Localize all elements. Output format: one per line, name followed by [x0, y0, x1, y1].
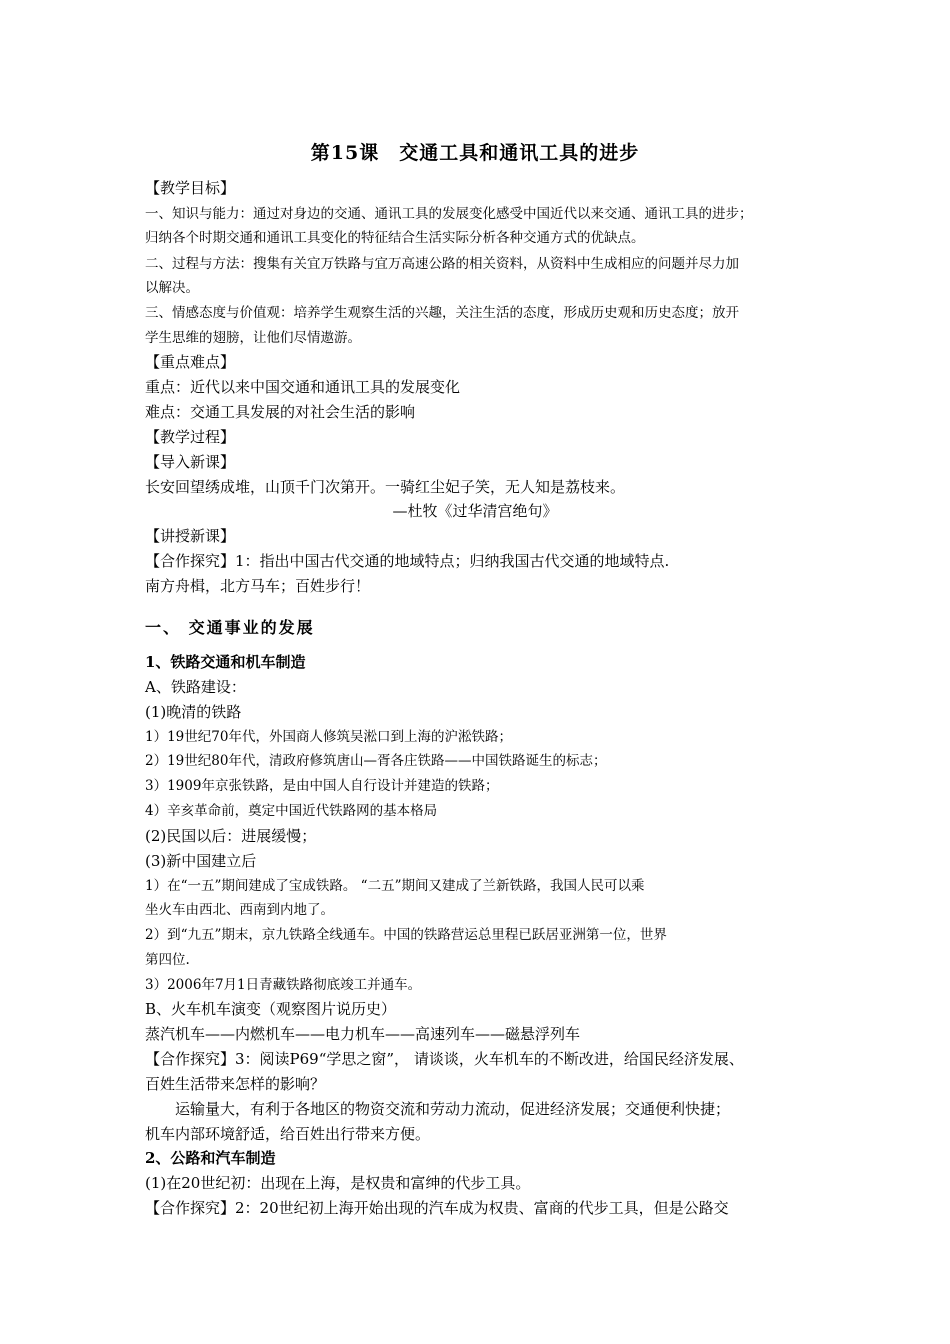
poem-text: 长安回望绣成堆，山顶千门次第开。一骑红尘妃子笑，无人知是荔枝来。 — [145, 478, 626, 496]
goal-process: 二、过程与方法：搜集有关宜万铁路与宜万高速公路的相关资料，从资料中生成相应的问题并尽力加 — [145, 256, 739, 272]
railway-item-1: 1）19世纪70年代，外国商人修筑吴淞口到上海的沪淞铁路； — [145, 729, 512, 745]
goal-knowledge: 一、知识与能力：通过对身边的交通、通讯工具的发展变化感受中国近代以来交通、通讯工具的进步； — [145, 206, 753, 222]
goal-emotion-cont: 学生思维的翅膀，让他们尽情遨游。 — [145, 330, 361, 346]
new-china-item-3: 3）2006年7月1日青藏铁路彻底竣工并通车。 — [145, 977, 422, 993]
heading-teaching-goals: 【教学目标】 — [145, 179, 236, 197]
late-qing-railway: (1)晚清的铁路 — [145, 703, 242, 721]
goal-knowledge-cont: 归纳各个时期交通和通讯工具变化的特征结合生活实际分析各种交通方式的优缺点。 — [145, 230, 645, 246]
railway-item-4: 4）辛亥革命前，奠定中国近代铁路网的基本格局 — [145, 803, 438, 819]
railway-item-2: 2）19世纪80年代，清政府修筑唐山—胥各庄铁路——中国铁路诞生的标志； — [145, 753, 607, 769]
inquiry-1-answer: 南方舟楫，北方马车；百姓步行！ — [145, 577, 371, 595]
early-20th-century-car: (1)在20世纪初：出现在上海，是权贵和富绅的代步工具。 — [145, 1174, 531, 1192]
heading-intro: 【导入新课】 — [145, 453, 236, 471]
goal-emotion: 三、情感态度与价值观：培养学生观察生活的兴趣，关注生活的态度，形成历史观和历史态度；放开 — [145, 305, 739, 321]
heading-teaching-process: 【教学过程】 — [145, 428, 236, 446]
heading-key-points: 【重点难点】 — [145, 353, 236, 371]
locomotive-sequence: 蒸汽机车——内燃机车——电力机车——高速列车——磁悬浮列车 — [145, 1025, 581, 1043]
subheading-highway: 2、公路和汽车制造 — [145, 1149, 276, 1167]
inquiry-3-answer-cont: 机车内部环境舒适，给百姓出行带来方便。 — [145, 1125, 431, 1143]
key-point: 重点：近代以来中国交通和通讯工具的发展变化 — [145, 378, 461, 396]
section-heading-transport: 一、 交通事业的发展 — [145, 618, 315, 637]
railway-item-3: 3）1909年京张铁路，是由中国人自行设计并建造的铁路； — [145, 778, 499, 794]
new-china-item-1: 1）在“一五”期间建成了宝成铁路。 “二五”期间又建成了兰新铁路，我国人民可以乘 — [145, 878, 645, 894]
new-china-item-2-cont: 第四位. — [145, 952, 190, 968]
inquiry-2: 【合作探究】2：20世纪初上海开始出现的汽车成为权贵、富商的代步工具，但是公路交 — [145, 1199, 729, 1217]
heading-new-lesson: 【讲授新课】 — [145, 527, 236, 545]
goal-process-cont: 以解决。 — [145, 280, 199, 296]
poem-attribution: —杜牧《过华清宫绝句》 — [392, 502, 558, 520]
subheading-railway: 1、铁路交通和机车制造 — [145, 653, 306, 671]
new-china-item-1-cont: 坐火车由西北、西南到内地了。 — [145, 902, 334, 918]
new-china-railway: (3)新中国建立后 — [145, 852, 257, 870]
inquiry-1: 【合作探究】1：指出中国古代交通的地域特点；归纳我国古代交通的地域特点. — [145, 552, 670, 570]
inquiry-3-answer: 运输量大，有利于各地区的物资交流和劳动力流动，促进经济发展；交通便利快捷； — [145, 1100, 731, 1118]
inquiry-3: 【合作探究】3：阅读P69“学思之窗”， 请谈谈，火车机车的不断改进，给国民经济发展、 — [145, 1050, 744, 1068]
inquiry-3-cont: 百姓生活带来怎样的影响？ — [145, 1075, 326, 1093]
locomotive-evolution: B、火车机车演变（观察图片说历史） — [145, 1000, 397, 1018]
new-china-item-2: 2）到“九五”期末，京九铁路全线通车。中国的铁路营运总里程已跃居亚洲第一位，世界 — [145, 927, 667, 943]
difficult-point: 难点：交通工具发展的对社会生活的影响 — [145, 403, 416, 421]
page-title: 第15课 交通工具和通讯工具的进步 — [310, 142, 640, 164]
railway-construction: A、铁路建设： — [145, 678, 246, 696]
republic-railway: (2)民国以后：进展缓慢； — [145, 827, 317, 845]
